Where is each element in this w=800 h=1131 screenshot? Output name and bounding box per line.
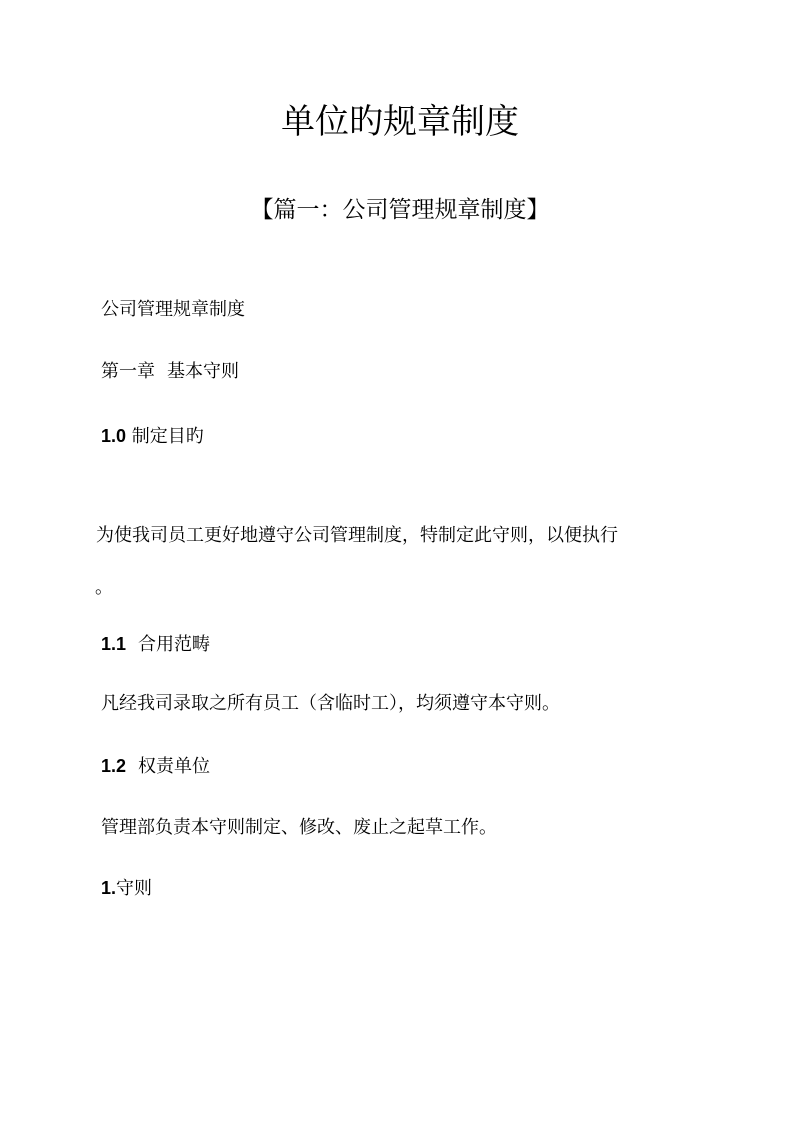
paragraph-text: 管理部负责本守则制定、修改、废止之起草工作。: [101, 817, 497, 838]
section-number: 1.2: [101, 756, 127, 776]
document-title: 单位旳规章制度: [281, 102, 519, 142]
section-heading: [101, 630, 210, 659]
paragraph-continuation: 。: [95, 577, 113, 598]
section-title: 权责单位: [138, 756, 211, 777]
chapter-heading: [101, 358, 239, 386]
section-heading: [101, 752, 210, 781]
section-heading: [101, 874, 152, 903]
section-number: 1.: [101, 878, 117, 898]
section-number: 1.1: [101, 634, 127, 654]
document-subtitle: 【篇一：公司管理规章制度】: [250, 197, 550, 223]
heading-text: 公司管理规章制度: [101, 299, 245, 320]
section-heading: [101, 422, 204, 451]
chapter-name: 基本守则: [167, 361, 239, 382]
section-number: 1.0: [101, 426, 127, 446]
chapter-label: 第一章: [101, 361, 155, 382]
paragraph-text: 凡经我司录取之所有员工（含临时工），均须遵守本守则。: [101, 693, 560, 714]
paragraph-text: 为使我司员工更好地遵守公司管理制度，特制定此守则，以便执行: [96, 525, 618, 546]
section-title: 制定目旳: [131, 426, 204, 447]
section-title: 守则: [116, 878, 153, 899]
section-title: 合用范畴: [138, 634, 211, 655]
